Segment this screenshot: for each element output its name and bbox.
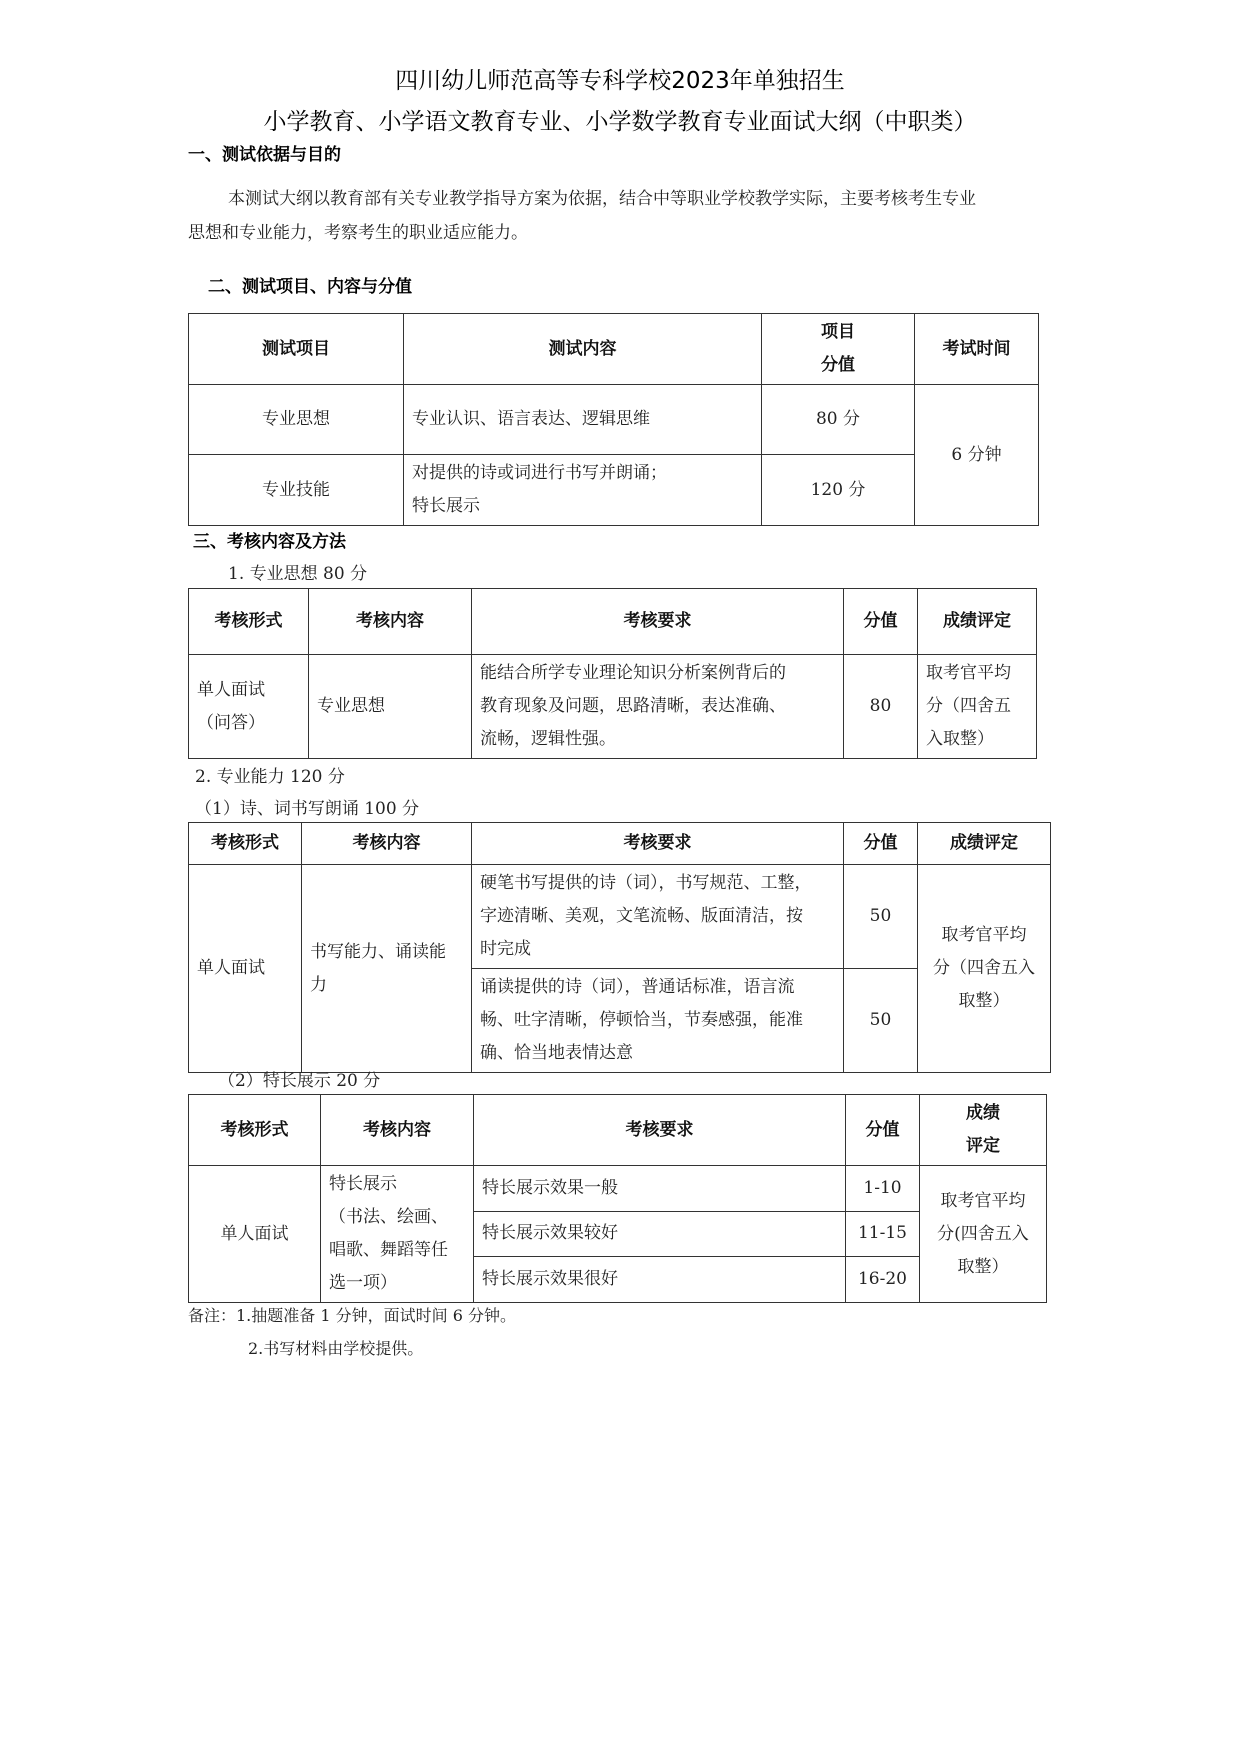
p2s2-req-general: 特长展示效果一般 [474, 1166, 846, 1212]
row-item-skill: 专业技能 [189, 455, 404, 526]
p2s2-header-score: 分值 [846, 1095, 920, 1166]
p1-score: 80 [844, 655, 918, 759]
p2s1-evaluation-line2: 分（四舍五入 [933, 958, 1035, 978]
document-subtitle: 小学教育、小学语文教育专业、小学数学教育专业面试大纲（中职类） [263, 109, 977, 135]
p1-header-requirement: 考核要求 [472, 589, 844, 655]
p2s1-content-line1: 书写能力、诵读能 [310, 941, 446, 962]
header-item-score [762, 314, 915, 385]
row-content-skill-line2: 特长展示 [412, 496, 480, 516]
p2s1-evaluation-line1: 取考官平均 [941, 925, 1027, 945]
section1-heading: 一、测试依据与目的 [188, 145, 341, 165]
p2s2-header-content: 考核内容 [321, 1095, 474, 1166]
p2s2-form: 单人面试 [189, 1166, 321, 1303]
p2s1-req-writing-line2: 字迹清晰、美观，文笔流畅、版面清洁，按 [480, 906, 803, 926]
p1-evaluation [918, 655, 1037, 759]
p1-header-score: 分值 [844, 589, 918, 655]
p1-requirement-line3: 流畅，逻辑性强。 [480, 729, 616, 749]
p1-header-form: 考核形式 [189, 589, 309, 655]
p2s1-header-content: 考核内容 [302, 823, 472, 865]
p2s2-req-good: 特长展示效果较好 [474, 1211, 846, 1257]
p2s2-content-line4: 选一项） [329, 1273, 397, 1293]
part1-table [188, 588, 1037, 759]
header-item-score-line2: 分值 [821, 355, 855, 375]
part2-sub2-label: （2）特长展示 20 分 [218, 1071, 381, 1091]
p2s1-header-form: 考核形式 [189, 823, 302, 865]
note-line2: 2.书写材料由学校提供。 [248, 1339, 424, 1358]
exam-time-value: 6 分钟 [915, 385, 1039, 526]
p2s2-header-evaluation-line2: 评定 [966, 1136, 1000, 1156]
p1-form-line2: （问答） [197, 712, 265, 733]
p2s1-evaluation [918, 865, 1051, 1073]
p1-requirement-line2: 教育现象及问题，思路清晰，表达准确、 [480, 696, 786, 716]
p1-evaluation-line1: 取考官平均 [926, 663, 1011, 683]
p2s1-header-requirement: 考核要求 [472, 823, 844, 865]
document-title: 四川幼儿师范高等专科学校2023年单独招生 [395, 68, 845, 94]
row-content-thought: 专业认识、语言表达、逻辑思维 [404, 385, 762, 455]
p2s2-evaluation-line2: 分(四舍五入 [937, 1223, 1029, 1244]
p1-requirement-line1: 能结合所学专业理论知识分析案例背后的 [480, 663, 786, 683]
p2s1-header-score: 分值 [844, 823, 918, 865]
p1-header-content: 考核内容 [309, 589, 472, 655]
part2-label: 2. 专业能力 120 分 [195, 767, 345, 787]
p2s2-content-line3: 唱歌、舞蹈等任 [329, 1240, 448, 1260]
p2s2-header-form: 考核形式 [189, 1095, 321, 1166]
section2-heading: 二、测试项目、内容与分值 [208, 277, 412, 297]
row-content-skill-line1: 对提供的诗或词进行书写并朗诵； [412, 463, 667, 483]
note-line1: 备注：1.抽题准备 1 分钟，面试时间 6 分钟。 [188, 1306, 516, 1325]
p2s2-score-excellent: 16-20 [846, 1257, 920, 1303]
p2s1-requirement-writing [472, 865, 844, 969]
p2s2-content-line2: （书法、绘画、 [329, 1207, 448, 1227]
p2s1-score-reading: 50 [844, 969, 918, 1073]
header-exam-time: 考试时间 [915, 314, 1039, 385]
part2-sub1-label: （1）诗、词书写朗诵 100 分 [195, 799, 420, 819]
p2s2-evaluation-line1: 取考官平均 [940, 1190, 1026, 1211]
p1-header-evaluation: 成绩评定 [918, 589, 1037, 655]
p2s2-header-evaluation-line1: 成绩 [966, 1103, 1000, 1123]
p2s2-header-requirement: 考核要求 [474, 1095, 846, 1166]
p2s2-content [321, 1166, 474, 1303]
p2s2-header-evaluation [920, 1095, 1047, 1166]
p1-evaluation-line3: 入取整） [926, 729, 994, 749]
row-item-thought: 专业思想 [189, 385, 404, 455]
p2s1-header-evaluation: 成绩评定 [918, 823, 1051, 865]
p2s2-content-line1: 特长展示 [329, 1174, 397, 1194]
section1-paragraph-line1: 本测试大纲以教育部有关专业教学指导方案为依据，结合中等职业学校教学实际，主要考核考生专业 [228, 189, 976, 209]
p2s1-form: 单人面试 [189, 865, 302, 1073]
header-item-score-line1: 项目 [821, 322, 855, 342]
p1-content: 专业思想 [309, 655, 472, 759]
header-test-content: 测试内容 [404, 314, 762, 385]
row-content-skill [404, 455, 762, 526]
part2-sub2-table [188, 1094, 1047, 1303]
row-score-thought: 80 分 [762, 385, 915, 455]
p2s1-evaluation-line3: 取整） [958, 991, 1010, 1011]
part1-label: 1. 专业思想 80 分 [228, 564, 368, 584]
row-score-skill: 120 分 [762, 455, 915, 526]
part2-sub1-table [188, 822, 1051, 1073]
p2s1-requirement-reading [472, 969, 844, 1073]
p2s2-req-excellent: 特长展示效果很好 [474, 1257, 846, 1303]
p2s1-score-writing: 50 [844, 865, 918, 969]
p2s2-score-general: 1-10 [846, 1166, 920, 1212]
p2s1-content [302, 865, 472, 1073]
p2s1-content-line2: 力 [310, 974, 327, 995]
p1-requirement [472, 655, 844, 759]
p2s1-req-reading-line2: 畅、吐字清晰，停顿恰当，节奏感强，能准 [480, 1010, 803, 1030]
p2s1-req-reading-line1: 诵读提供的诗（词），普通话标准，语言流 [480, 977, 795, 997]
p2s1-req-writing-line1: 硬笔书写提供的诗（词），书写规范、工整， [480, 873, 812, 893]
p2s2-score-good: 11-15 [846, 1211, 920, 1257]
p2s1-req-reading-line3: 确、恰当地表情达意 [480, 1043, 633, 1063]
p1-evaluation-line2: 分（四舍五 [926, 696, 1011, 716]
test-items-table [188, 313, 1039, 526]
p1-form [189, 655, 309, 759]
p2s1-req-writing-line3: 时完成 [480, 939, 531, 959]
header-test-item: 测试项目 [189, 314, 404, 385]
p1-form-line1: 单人面试 [197, 679, 265, 700]
p2s2-evaluation-line3: 取整） [957, 1256, 1009, 1277]
section1-paragraph-line2: 思想和专业能力，考察考生的职业适应能力。 [188, 223, 528, 243]
p2s2-evaluation [920, 1166, 1047, 1303]
section3-heading: 三、考核内容及方法 [193, 532, 346, 552]
